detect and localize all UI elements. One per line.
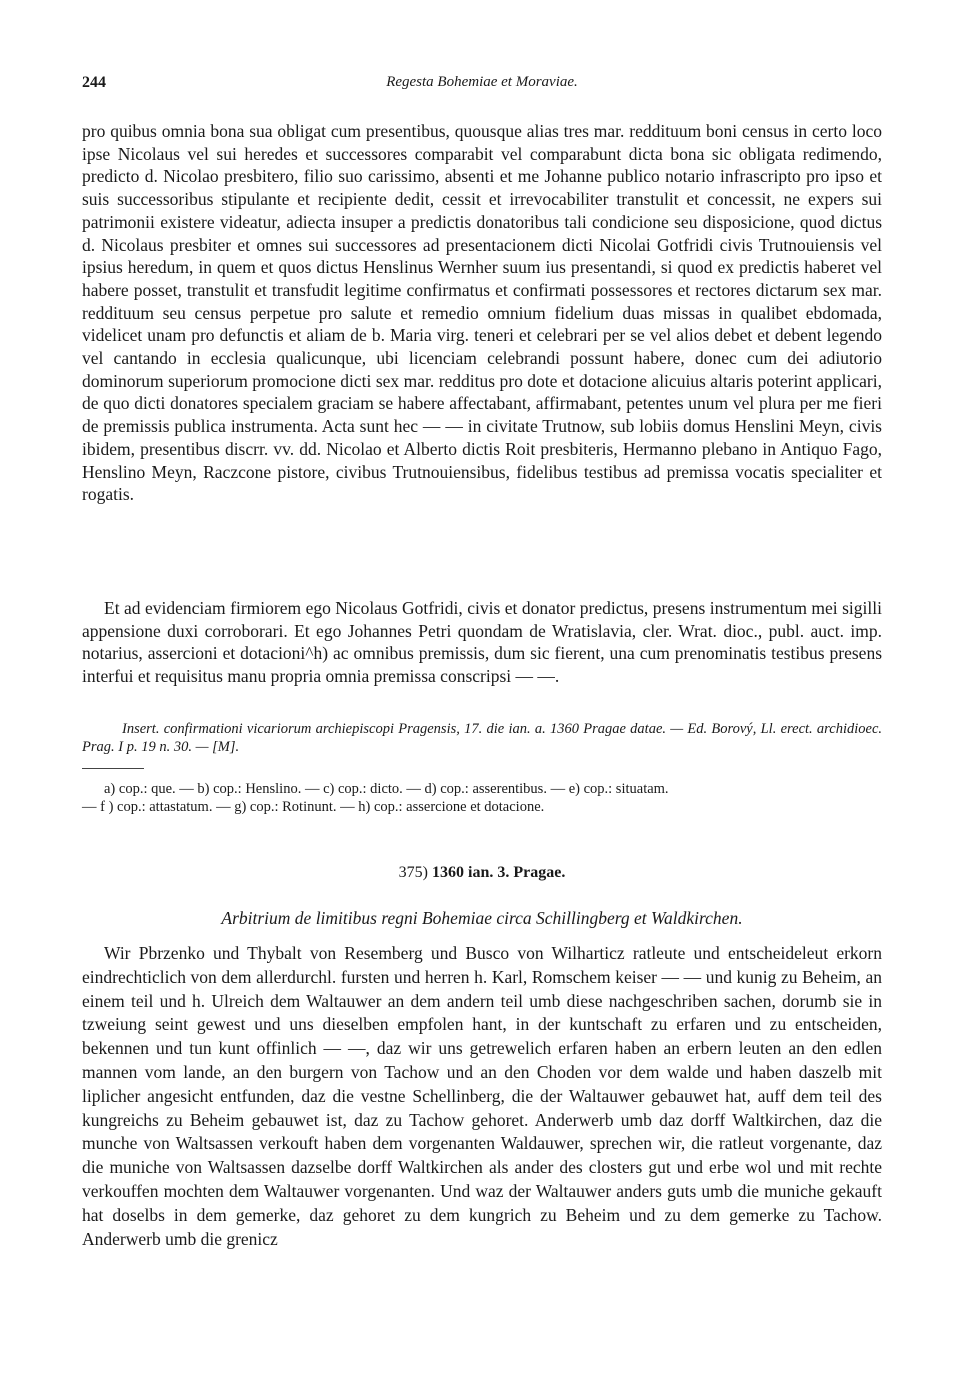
page-header	[82, 74, 882, 100]
source-note: Insert. confirmationi vicariorum archiepiscopi Pragensis, 17. die ian. a. 1360 Pragae datae. — Ed. Borový, Ll. erect. archidioec. Prag. I p. 19 n. 30. — [M].	[82, 721, 882, 755]
page-number: 244	[82, 74, 106, 91]
document-date-place: 1360 ian. 3. Pragae.	[432, 864, 566, 881]
running-title: Regesta Bohemiae et Moraviae.	[386, 74, 578, 90]
charter-corroboration	[82, 597, 882, 688]
footnote-line-2: — f ) cop.: attastatum. — g) cop.: Rotinunt. — h) cop.: assercione et dotacione.	[82, 799, 545, 815]
body-paragraph-2: Et ad evidenciam firmiorem ego Nicolaus Gotfridi, civis et donator predictus, presens instrumentum mei sigilli appensione duxi corroborari. Et ego Johannes Petri quondam de Wratislavia, cler. Wrat. dioc., publ. auct. imp. notarius, assercioni et dotacioni^h) ac omnibus premissis, dum sic fierent, una cum prenominatis testibus presens interfui et requisitus manu propria omnia premissa conscripsi — —.	[82, 598, 882, 687]
body-paragraph-1: pro quibus omnia bona sua obligat cum presentibus, quousque alias tres mar. reddituum boni census in certo loco ipse Nicolaus vel sui heredes et successores comparabit vel comparabunt dicta bona sic obligata redimendo, predicto d. Nicolao presbitero, filio suo carissimo, absenti et me Johanne publico notario infrascripto pro ipso et suis successoribus stipulante et recipiente dedit, cessit et irrevocabiliter transtulit et concessit, ne expers sui patrimonii existere videatur, adiecta insuper a predictis donatoribus tali condicione seu disposicione, quod dictus d. Nicolaus presbiter et omnes sui successores ad presentacionem dicti Nicolai Gotfridi civis Trutnouiensis vel ipsius heredum, in quem et quos dictus Henslinus Wernher suum ius presentandi, si quod ex predictis haberet vel habere posset, transtulit et transfudit legitime confirmatus et confirmati possessores et rectores dictarum sex mar. reddituum seu census perpetue pro salute et remedio omnium fidelium duas missas in qualibet ebdomada, videlicet unam pro defunctis et aliam de b. Maria virg. teneri et celebrari per se vel alios debet et debent legendo vel cantando in ecclesia qualicunque, ubi licenciam celebrandi possunt habere, donec cum dei adiutorio dominorum superiorum promocione dicti sex mar. redditus pro dote et dotacione alicuius altaris poterint applicari, de quo dicti donatores specialem graciam se habere affectabant, affirmabant, petentes unum vel plura per me fieri de premissis publica instrumenta. Acta sunt hec — — in civitate Trutnow, sub lobiis domus Henslini Meyn, civis ibidem, presentibus discrr. vv. dd. Nicolao et Alberto dictis Roit presbiteris, Hermanno plebano in Antiquo Fago, Henslino Meyn, Raczcone pistore, civibus Trutnouiensibus, fidelibus testibus ad premissa vocatis specialiter et rogatis.	[82, 121, 882, 505]
document-text	[82, 942, 882, 1251]
footnote-line-1: a) cop.: que. — b) cop.: Henslino. — c) cop.: dicto. — d) cop.: asserentibus. — e) cop.: situatam.	[104, 781, 669, 797]
footnotes	[82, 780, 882, 816]
document-number: 375)	[398, 864, 428, 881]
document-body-paragraph: Wir Pbrzenko und Thybalt von Resemberg und Busco von Wilharticz ratleute und entscheideleut erkorn eindrechticlich von dem allerdurchl. fursten und herren h. Karl, Romschem keiser — — und kunig zu Beheim, an einem teil und h. Ulreich dem Waltauwer an dem andern teil umb diese nachgeschriben sachen, dorumb sie in tzweiung seint gewest und uns dieselben empfolen hant, in der kuntschaft zu erfaren und zu entscheiden, bekennen und tun kunt offinlich — —, daz wir uns getrewelich erfaren haben an erbern leuten an den edlen mannen vom lande, an den burgern von Tachow und an den Choden vor dem walde und haben daszelb mit liplicher angesicht entfunden, daz die vestne Schellinberg, die der Waltauwer gebauwet hat, auff dem teil des kungreichs zu Beheim gebauwet ist, daz zu Tachow gehoret. Anderwerb umb daz dorff Waltkirchen, daz die munche von Waltsassen verkouft haben dem vorgenanten Waldauwer, sprechen wir, die ratleut vorgenante, daz die muniche von Waltsassen dazselbe dorff Waltkirchen als ander des closters gut und erbe wol und mit rechte verkouffen mochten dem Waltauwer vorgenanten. Und waz der Waltauwer anders guts umb die muniche gekauft hat doselbs in dem gemerke, daz gehoret zu dem kungrich zu Beheim und zu dem gemerke zu Tachow. Anderwerb umb die grenicz	[82, 943, 882, 1249]
document-summary: Arbitrium de limitibus regni Bohemiae circa Schillingberg et Waldkirchen.	[221, 908, 743, 928]
charter-text-continuation	[82, 120, 882, 506]
document-heading	[82, 864, 882, 882]
footnote-separator	[82, 768, 144, 769]
